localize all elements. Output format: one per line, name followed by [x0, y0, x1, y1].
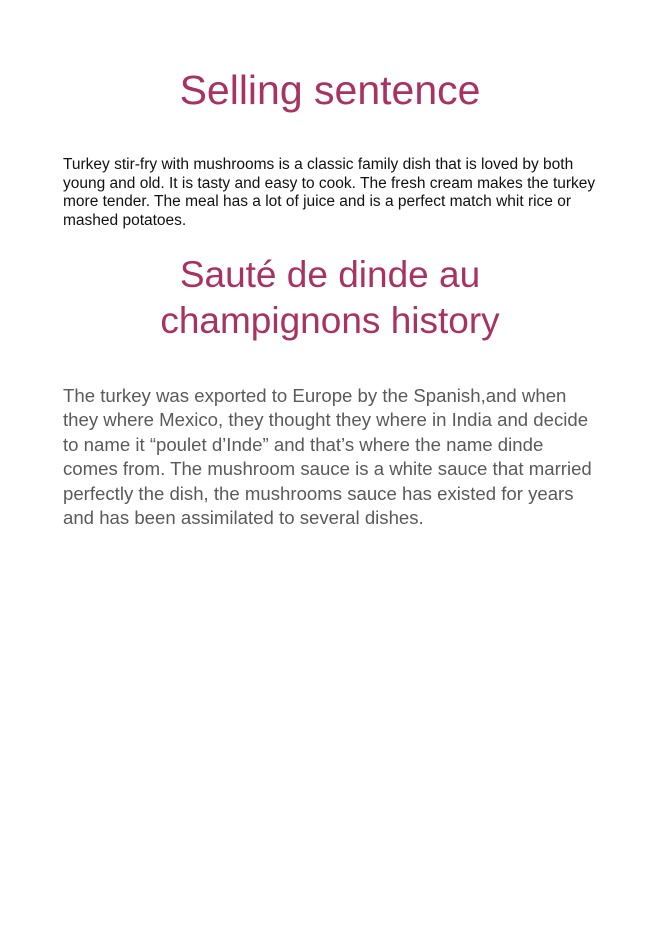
- history-heading-line-2: champignons history: [160, 300, 500, 341]
- history-heading: [0, 252, 660, 344]
- history-paragraph: The turkey was exported to Europe by the Spanish,and when they where Mexico, they thought they where in India and decide to name it “poulet d’Inde” and that’s where the name dinde comes from. The mushroom sauce is a white sauce that married perfectly the dish, the mushrooms sauce has existed for years and has been assimilated to several dishes.: [63, 385, 592, 529]
- selling-sentence-paragraph: Turkey stir-fry with mushrooms is a classic family dish that is loved by both young and old. It is tasty and easy to cook. The fresh cream makes the turkey more tender. The meal has a lot of juice and is a perfect match whit rice or mashed potatoes.: [63, 156, 596, 229]
- history-heading-line-1: Sauté de dinde au: [179, 254, 481, 295]
- selling-sentence-heading: Selling sentence: [179, 67, 481, 113]
